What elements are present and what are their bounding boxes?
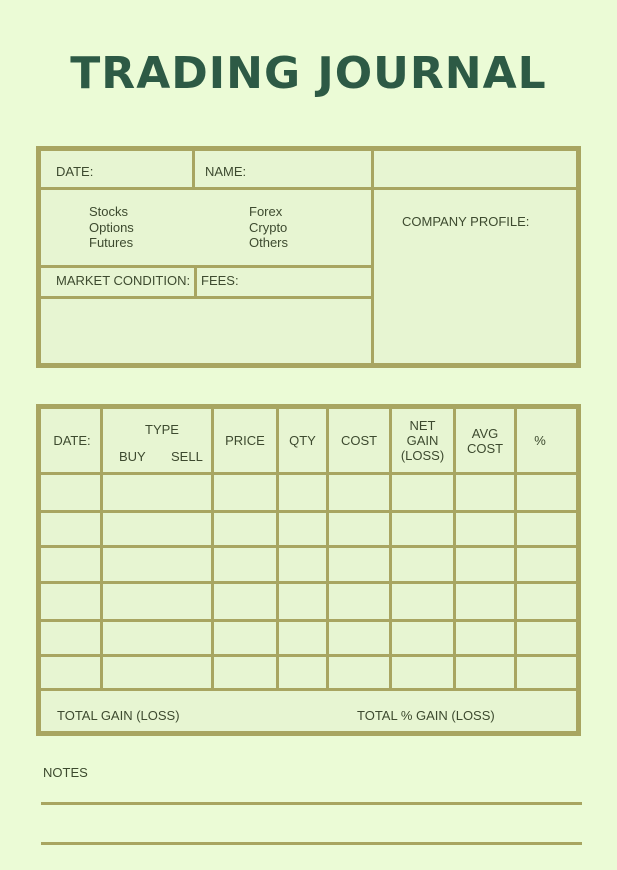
row-divider <box>41 545 576 548</box>
divider <box>371 151 374 363</box>
name-field-label: NAME: <box>205 164 247 179</box>
asset-option: Options <box>89 219 134 235</box>
col-header-sell: SELL <box>171 449 203 464</box>
asset-option: Stocks <box>89 204 129 219</box>
total-gain-label: TOTAL GAIN (LOSS) <box>57 708 180 723</box>
total-percent-gain-label: TOTAL % GAIN (LOSS) <box>357 708 495 723</box>
col-header-cost: COST <box>340 433 378 448</box>
page-title: TRADING JOURNAL <box>70 48 547 99</box>
market-condition-label: MARKET CONDITION: <box>56 273 191 288</box>
header-line: NET <box>409 418 436 433</box>
col-header-price: PRICE <box>225 433 265 448</box>
col-header-type: TYPE <box>145 422 179 437</box>
asset-option: Others <box>249 235 289 250</box>
asset-types-left <box>89 204 134 251</box>
col-header-buy: BUY <box>119 449 146 464</box>
row-divider <box>41 619 576 622</box>
row-divider <box>41 581 576 584</box>
asset-option: Forex <box>249 204 283 219</box>
header-line: GAIN <box>406 433 439 448</box>
company-profile-label: COMPANY PROFILE: <box>402 214 530 229</box>
col-header-percent: % <box>534 433 546 448</box>
divider <box>41 265 371 268</box>
header-line: AVG <box>471 425 499 441</box>
col-header-qty: QTY <box>289 433 316 448</box>
divider <box>41 187 576 190</box>
divider <box>192 151 195 187</box>
col-header-avg-cost <box>456 409 514 472</box>
col-header-net-gain <box>392 409 453 472</box>
date-field-label: DATE: <box>56 164 94 179</box>
asset-option: Futures <box>89 235 134 250</box>
header-line: (LOSS) <box>400 448 445 463</box>
row-divider <box>41 472 576 475</box>
notes-label: NOTES <box>43 765 88 780</box>
row-divider <box>41 654 576 657</box>
divider <box>41 296 371 299</box>
row-divider <box>41 688 576 691</box>
row-divider <box>41 510 576 513</box>
asset-types-right <box>249 204 288 251</box>
notes-line[interactable] <box>41 842 582 845</box>
fees-label: FEES: <box>201 273 239 288</box>
header-line: COST <box>466 440 504 456</box>
trade-info-section <box>36 146 581 368</box>
divider <box>194 265 197 299</box>
trades-table <box>36 404 581 736</box>
notes-line[interactable] <box>41 802 582 805</box>
asset-option: Crypto <box>249 219 288 235</box>
col-header-date: DATE: <box>53 433 91 448</box>
